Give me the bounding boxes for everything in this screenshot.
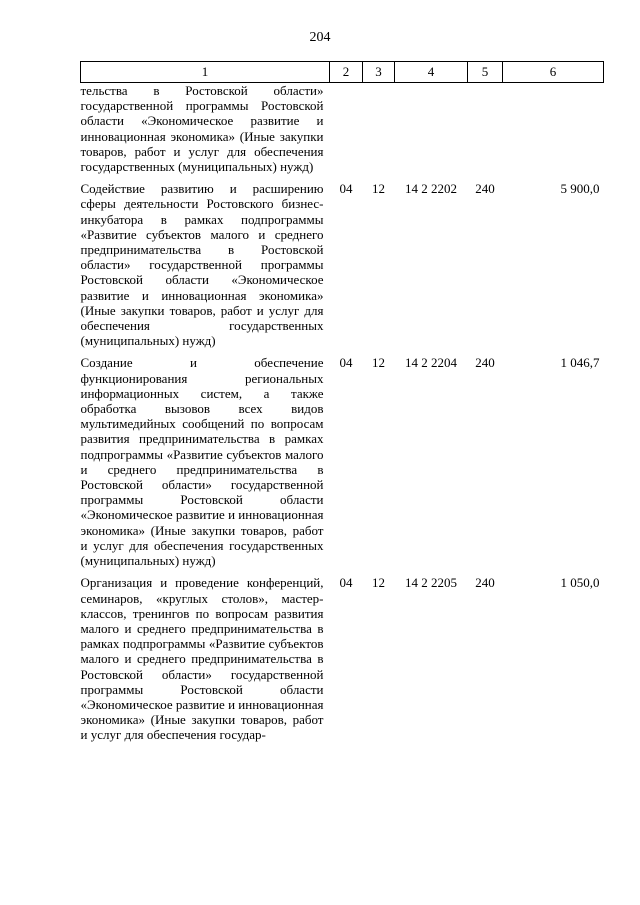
page-number: 204 (309, 30, 331, 45)
column-header-4: 4 (395, 62, 468, 83)
row-description: тельства в Ростовской области» государственной программы Ростовской области «Экономическое развитие и инновационная экономика» (Иные закупки товаров, работ и услуг для обеспечения государственных (муниципальных) нужд) (80, 83, 324, 175)
row-expense-type: 240 (475, 355, 495, 371)
row-section: 04 (339, 181, 353, 197)
table-row (81, 575, 604, 742)
column-header-6: 6 (503, 62, 604, 83)
row-section: 04 (339, 355, 353, 371)
column-header-1: 1 (81, 62, 330, 83)
header-row (81, 62, 604, 83)
table-row (81, 355, 604, 568)
row-target-article (395, 83, 468, 175)
row-section: 04 (339, 575, 353, 591)
row-amount: 5 900,0 (560, 181, 600, 197)
row-amount (503, 83, 604, 175)
table-row (81, 83, 604, 175)
row-description: Организация и проведение конференций, семинаров, «круглых столов», мастер-классов, тренингов по вопросам развития малого и среднего предпринимательства в рамках подпрограммы «Развитие субъектов малого и среднего предпринимательства в Ростовской области» государственной программы Ростовской области «Экономическое развитие и инновационная экономика» (Иные закупки товаров, работ и услуг для обеспечения государ- (80, 575, 324, 743)
row-amount: 1 046,7 (560, 355, 600, 371)
row-section (330, 83, 363, 175)
row-subsection: 12 (372, 181, 385, 197)
row-subsection (363, 83, 395, 175)
row-subsection: 12 (372, 575, 385, 591)
row-gap (81, 568, 604, 575)
row-gap (81, 174, 604, 181)
row-description: Создание и обеспечение функционирования региональных информационных систем, а также обработка вызовов всех видов мультимедийных сообщений по вопросам развития предпринимательства в рамках подпрограммы «Развитие субъектов малого и среднего предпринимательства в Ростовской области» государственной программы Ростовской области «Экономическое развитие и инновационная экономика» (Иные закупки товаров, работ и услуг для обеспечения государственных (муниципальных) нужд) (80, 355, 324, 569)
row-target-article: 14 2 2202 (405, 181, 457, 197)
row-expense-type: 240 (475, 181, 495, 197)
row-expense-type (468, 83, 503, 175)
row-description: Содействие развитию и расширению сферы деятельности Ростовского бизнес-инкубатора в рамках подпрограммы «Развитие субъектов малого и среднего предпринимательства в Ростовской области» государственной программы Ростовской области «Экономическое развитие и инновационная экономика» (Иные закупки товаров, работ и услуг для обеспечения государственных (муниципальных) нужд) (80, 181, 324, 349)
row-target-article: 14 2 2204 (405, 355, 457, 371)
table-body (81, 83, 604, 743)
row-gap (81, 348, 604, 355)
budget-table (80, 61, 604, 743)
row-subsection: 12 (372, 355, 385, 371)
table-header (81, 62, 604, 83)
column-header-2: 2 (330, 62, 363, 83)
row-target-article: 14 2 2205 (405, 575, 457, 591)
column-header-5: 5 (468, 62, 503, 83)
table-row (81, 181, 604, 348)
column-header-3: 3 (363, 62, 395, 83)
row-amount: 1 050,0 (560, 575, 600, 591)
row-expense-type: 240 (475, 575, 495, 591)
